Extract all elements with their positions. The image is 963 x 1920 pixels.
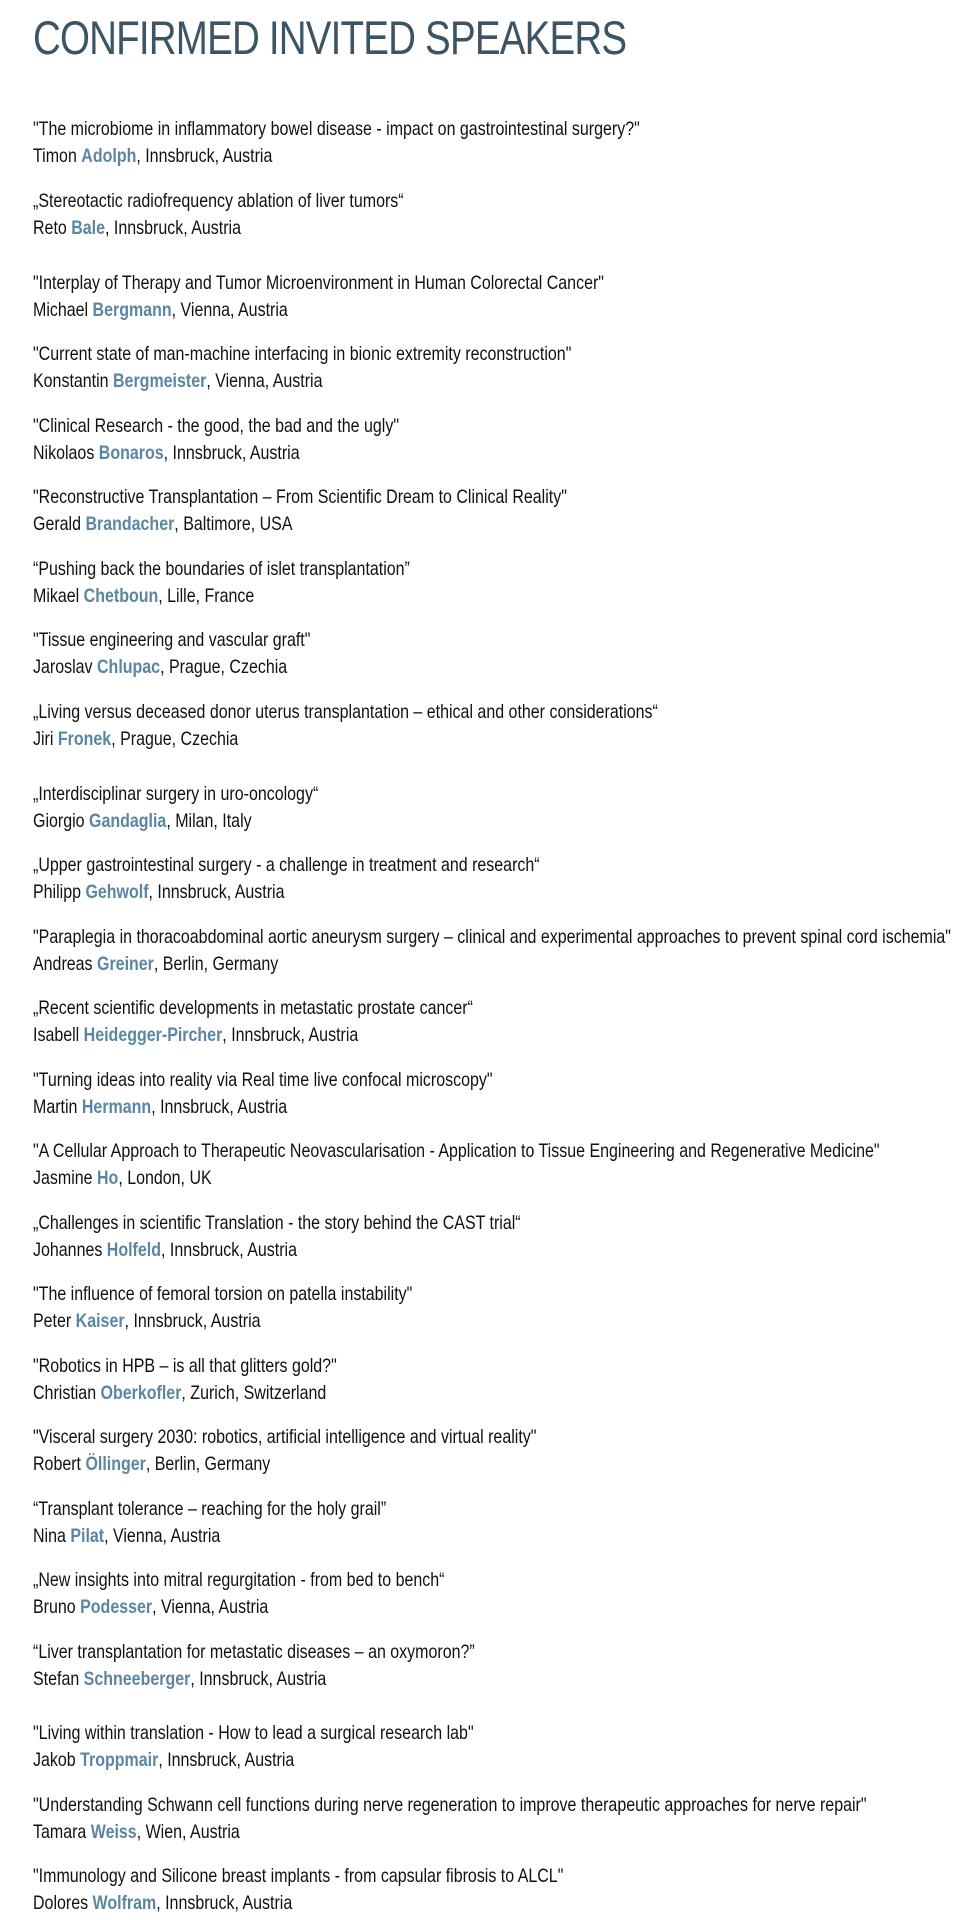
speaker-location: , Prague, Czechia [160, 656, 288, 678]
speaker-first-name: Jakob [33, 1749, 76, 1771]
speaker-first-name: Tamara [33, 1821, 87, 1843]
speaker-location: , Zurich, Switzerland [181, 1382, 327, 1404]
speaker-surname: Wolfram [92, 1892, 157, 1914]
speaker-surname: Fronek [57, 728, 112, 750]
talk-title: "Immunology and Silicone breast implants - from capsular fibrosis to ALCL" [33, 1865, 564, 1887]
speaker-location: , Milan, Italy [166, 810, 252, 832]
talk-title: „Upper gastrointestinal surgery - a challenge in treatment and research“ [33, 854, 540, 876]
talk-title: "The influence of femoral torsion on patella instability" [33, 1283, 413, 1305]
talk-title: „Recent scientific developments in metastatic prostate cancer“ [33, 997, 473, 1019]
talk-title: „Interdisciplinar surgery in uro-oncology“ [33, 783, 319, 805]
speaker-line [33, 1451, 935, 1478]
speaker-entry [33, 1639, 935, 1693]
speaker-line [33, 368, 935, 395]
speaker-entry [33, 1792, 935, 1846]
speaker-first-name: Bruno [33, 1596, 76, 1618]
speaker-surname: Greiner [97, 953, 154, 975]
speaker-location: , Innsbruck, Austria [160, 1239, 297, 1261]
speaker-first-name: Johannes [33, 1239, 103, 1261]
speaker-surname: Adolph [81, 145, 137, 167]
speaker-first-name: Christian [33, 1382, 97, 1404]
speaker-location: , Innsbruck, Austria [163, 442, 300, 464]
speaker-line [33, 1819, 935, 1846]
speaker-entry [33, 781, 935, 835]
speaker-line [33, 726, 935, 753]
speaker-surname: Hermann [81, 1096, 152, 1118]
speaker-location: , Vienna, Austria [104, 1525, 221, 1547]
speaker-entry [33, 1863, 935, 1917]
speaker-first-name: Reto [33, 217, 67, 239]
talk-title: "Understanding Schwann cell functions during nerve regeneration to improve therapeutic approaches for nerve repair" [33, 1794, 867, 1816]
speaker-surname: Bonaros [98, 442, 164, 464]
speaker-location: , Berlin, Germany [153, 953, 279, 975]
speaker-entry [33, 556, 935, 610]
speaker-entry [33, 1567, 935, 1621]
speaker-surname: Weiss [90, 1821, 137, 1843]
speaker-line [33, 1890, 935, 1917]
speaker-entry [33, 995, 935, 1049]
speaker-location: , Innsbruck, Austria [156, 1892, 293, 1914]
speaker-surname: Heidegger-Pircher [83, 1024, 223, 1046]
speaker-entry [33, 1067, 935, 1121]
speaker-surname: Troppmair [80, 1749, 159, 1771]
page-title: CONFIRMED INVITED SPEAKERS [33, 11, 627, 64]
speaker-first-name: Konstantin [33, 370, 109, 392]
speaker-location: , Innsbruck, Austria [136, 145, 273, 167]
speaker-first-name: Isabell [33, 1024, 80, 1046]
talk-title: "Robotics in HPB – is all that glitters gold?" [33, 1355, 337, 1377]
speaker-surname: Bale [71, 217, 106, 239]
speaker-entry [33, 1424, 935, 1478]
speaker-surname: Chlupac [96, 656, 161, 678]
speaker-location: , Innsbruck, Austria [105, 217, 241, 239]
speaker-line [33, 583, 935, 610]
speaker-line [33, 440, 935, 467]
speaker-line [33, 1666, 935, 1693]
speaker-first-name: Jaroslav [33, 656, 93, 678]
speaker-line [33, 1308, 935, 1335]
speaker-first-name: Nikolaos [33, 442, 95, 464]
speaker-first-name: Stefan [33, 1668, 80, 1690]
speaker-entry [33, 699, 935, 753]
talk-title: "Tissue engineering and vascular graft" [33, 629, 311, 651]
talk-title: "Reconstructive Transplantation – From Scientific Dream to Clinical Reality" [33, 486, 567, 508]
speaker-entry [33, 341, 935, 395]
speaker-surname: Brandacher [85, 513, 175, 535]
speaker-location: , Innsbruck, Austria [124, 1310, 261, 1332]
talk-title: „New insights into mitral regurgitation - from bed to bench“ [33, 1569, 445, 1591]
speaker-line [33, 215, 935, 242]
speaker-line [33, 654, 935, 681]
talk-title: "Turning ideas into reality via Real time live confocal microscopy" [33, 1069, 493, 1091]
speaker-entry [33, 924, 951, 978]
speaker-surname: Bergmann [92, 299, 172, 321]
talk-title: "Visceral surgery 2030: robotics, artificial intelligence and virtual reality" [33, 1426, 537, 1448]
speaker-surname: Kaiser [75, 1310, 125, 1332]
speaker-surname: Podesser [80, 1596, 153, 1618]
speaker-location: , Innsbruck, Austria [222, 1024, 359, 1046]
speaker-first-name: Michael [33, 299, 89, 321]
speaker-first-name: Gerald [33, 513, 81, 535]
speaker-location: , Innsbruck, Austria [148, 881, 285, 903]
speaker-line [33, 1523, 935, 1550]
speaker-surname: Chetboun [83, 585, 159, 607]
speaker-entry [33, 1720, 935, 1774]
speaker-line [33, 297, 935, 324]
speaker-location: , Vienna, Austria [206, 370, 323, 392]
speaker-entry [33, 116, 935, 170]
speaker-entry [33, 852, 935, 906]
speaker-entry [33, 188, 935, 242]
talk-title: "Current state of man-machine interfacing in bionic extremity reconstruction" [33, 343, 572, 365]
speaker-entry [33, 270, 935, 324]
speaker-location: , Prague, Czechia [111, 728, 239, 750]
speaker-surname: Oberkofler [100, 1382, 182, 1404]
speaker-location: , Lille, France [158, 585, 255, 607]
speaker-first-name: Giorgio [33, 810, 85, 832]
speaker-first-name: Dolores [33, 1892, 89, 1914]
speaker-surname: Öllinger [85, 1453, 146, 1475]
speaker-first-name: Philipp [33, 881, 82, 903]
speaker-first-name: Jasmine [33, 1167, 93, 1189]
speaker-entry [33, 484, 935, 538]
speaker-first-name: Mikael [33, 585, 80, 607]
speaker-location: , Vienna, Austria [152, 1596, 269, 1618]
speaker-surname: Ho [96, 1167, 119, 1189]
speaker-surname: Holfeld [106, 1239, 161, 1261]
talk-title: "Paraplegia in thoracoabdominal aortic aneurysm surgery – clinical and experimental approaches to prevent spinal cord ischemia" [33, 926, 951, 948]
speaker-location: , Innsbruck, Austria [151, 1096, 288, 1118]
talk-title: „Challenges in scientific Translation - the story behind the CAST trial“ [33, 1212, 521, 1234]
speaker-location: , Wien, Austria [136, 1821, 240, 1843]
talk-title: "A Cellular Approach to Therapeutic Neovascularisation - Application to Tissue Engineering and Regenerative Medicine" [33, 1140, 880, 1162]
speaker-location: , Innsbruck, Austria [190, 1668, 327, 1690]
speaker-entry [33, 627, 935, 681]
speaker-line [33, 1094, 935, 1121]
speaker-first-name: Robert [33, 1453, 81, 1475]
speaker-line [33, 511, 935, 538]
talk-title: "The microbiome in inflammatory bowel disease - impact on gastrointestinal surgery?" [33, 118, 640, 140]
talk-title: "Interplay of Therapy and Tumor Microenvironment in Human Colorectal Cancer" [33, 272, 604, 294]
speaker-entry [33, 1210, 935, 1264]
speaker-location: , London, UK [118, 1167, 212, 1189]
talk-title: „Stereotactic radiofrequency ablation of liver tumors“ [33, 190, 404, 212]
speaker-entry [33, 1496, 935, 1550]
speaker-surname: Gehwolf [85, 881, 149, 903]
speaker-line [33, 951, 935, 978]
talk-title: „Living versus deceased donor uterus transplantation – ethical and other considerations“ [33, 701, 658, 723]
speaker-line [33, 1747, 935, 1774]
speaker-location: , Baltimore, USA [174, 513, 293, 535]
speaker-line [33, 143, 935, 170]
talk-title: "Living within translation - How to lead a surgical research lab" [33, 1722, 474, 1744]
speaker-entry [33, 1281, 935, 1335]
speaker-line [33, 879, 935, 906]
speaker-first-name: Nina [33, 1525, 66, 1547]
speaker-surname: Gandaglia [89, 810, 167, 832]
speaker-line [33, 1165, 935, 1192]
speaker-location: , Innsbruck, Austria [158, 1749, 295, 1771]
speaker-line [33, 1237, 935, 1264]
speaker-line [33, 1022, 935, 1049]
talk-title: “Pushing back the boundaries of islet transplantation” [33, 558, 410, 580]
speaker-surname: Schneeberger [83, 1668, 191, 1690]
speaker-first-name: Peter [33, 1310, 72, 1332]
talk-title: "Clinical Research - the good, the bad and the ugly" [33, 415, 400, 437]
speaker-line [33, 808, 935, 835]
speaker-entry [33, 1138, 935, 1192]
speaker-surname: Bergmeister [113, 370, 207, 392]
speaker-surname: Pilat [70, 1525, 105, 1547]
speaker-entry [33, 413, 935, 467]
speaker-entry [33, 1353, 935, 1407]
talk-title: “Liver transplantation for metastatic diseases – an oxymoron?” [33, 1641, 475, 1663]
talk-title: “Transplant tolerance – reaching for the holy grail” [33, 1498, 387, 1520]
speaker-first-name: Timon [33, 145, 77, 167]
speaker-first-name: Andreas [33, 953, 93, 975]
speaker-location: , Vienna, Austria [171, 299, 288, 321]
speaker-first-name: Jiri [33, 728, 54, 750]
speaker-location: , Berlin, Germany [145, 1453, 271, 1475]
speaker-first-name: Martin [33, 1096, 78, 1118]
speaker-line [33, 1380, 935, 1407]
speaker-line [33, 1594, 935, 1621]
